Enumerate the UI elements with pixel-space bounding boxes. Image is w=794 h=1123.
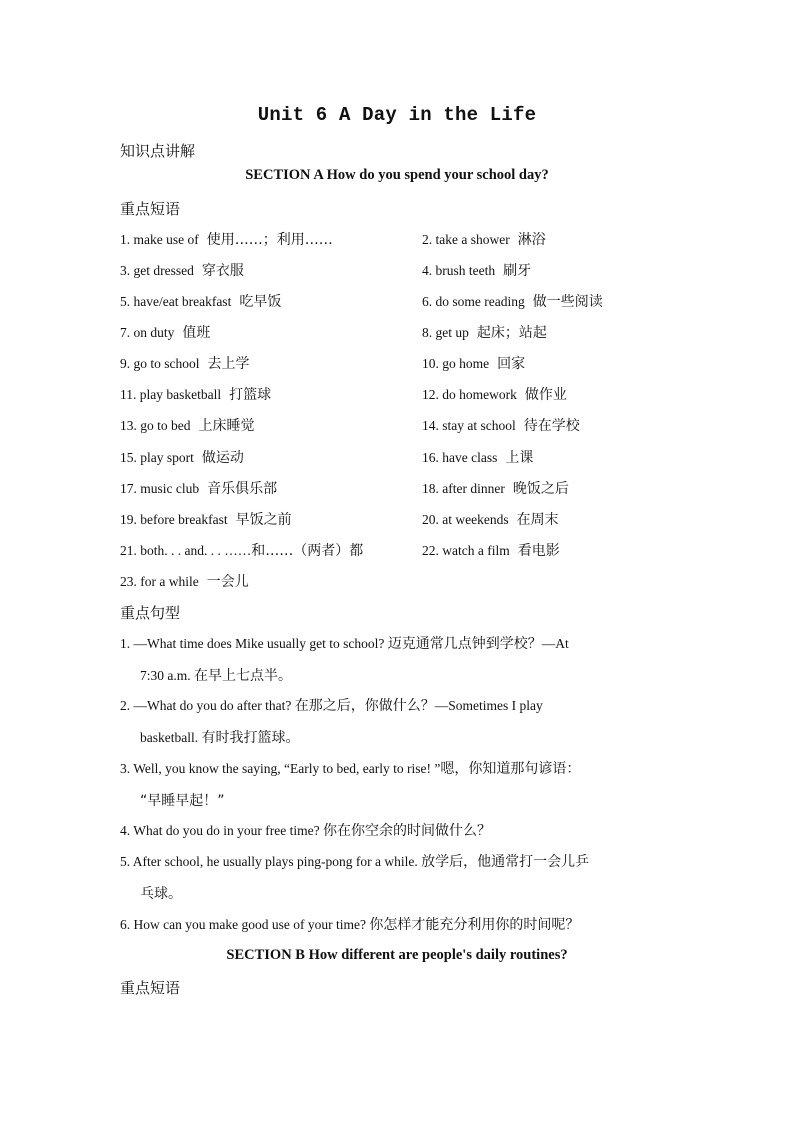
section-b-heading: SECTION B How different are people's daily routines? — [226, 947, 568, 963]
section-a-phrases-label: 重点短语 — [120, 200, 181, 218]
phrase-item: 2. take a shower 淋浴 — [422, 232, 546, 248]
phrase-item: 5. have/eat breakfast 吃早饭 — [120, 294, 282, 310]
section-b-phrases-label: 重点短语 — [120, 979, 181, 997]
knowledge-heading: 知识点讲解 — [120, 142, 196, 160]
sentence-item: 1. —What time does Mike usually get to school? 迈克通常几点钟到学校？—At 7:30 a.m. 在早上七点半。 — [120, 636, 569, 684]
phrase-item: 11. play basketball 打篮球 — [120, 387, 272, 403]
section-a-sentences-label: 重点句型 — [120, 604, 181, 622]
phrase-item: 17. music club 音乐俱乐部 — [120, 481, 278, 497]
phrase-item: 21. both. . . and. . . ……和……（两者）都 — [120, 543, 364, 559]
phrase-item: 18. after dinner 晚饭之后 — [422, 481, 569, 497]
phrase-item: 12. do homework 做作业 — [422, 387, 567, 403]
sentence-item: 4. What do you do in your free time? 你在你空余的时间做什么？ — [120, 823, 491, 839]
phrase-item: 6. do some reading 做一些阅读 — [422, 294, 603, 310]
sentence-item: 2. —What do you do after that? 在那之后，你做什么？—Sometimes I play basketball. 有时我打篮球。 — [120, 698, 543, 746]
phrase-item: 3. get dressed 穿衣服 — [120, 263, 244, 279]
phrase-item: 16. have class 上课 — [422, 450, 534, 466]
phrase-item: 22. watch a film 看电影 — [422, 543, 560, 559]
phrase-item: 4. brush teeth 刷牙 — [422, 263, 532, 279]
phrase-item: 15. play sport 做运动 — [120, 450, 244, 466]
phrase-item: 13. go to bed 上床睡觉 — [120, 418, 255, 434]
page-title: Unit 6 A Day in the Life — [257, 104, 537, 126]
phrase-item: 9. go to school 去上学 — [120, 356, 250, 372]
phrase-item: 20. at weekends 在周末 — [422, 512, 559, 528]
sentence-item: 3. Well, you know the saying, “Early to bed, early to rise! ”嗯，你知道那句谚语： “早睡早起！” — [120, 761, 581, 809]
phrase-item: 10. go home 回家 — [422, 356, 526, 372]
phrase-item: 8. get up 起床；站起 — [422, 325, 547, 341]
sentence-item: 5. After school, he usually plays ping-pong for a while. 放学后，他通常打一会儿乒 乓球。 — [120, 854, 590, 902]
phrase-item: 7. on duty 值班 — [120, 325, 211, 341]
phrase-item: 14. stay at school 待在学校 — [422, 418, 580, 434]
phrase-item: 1. make use of 使用……；利用…… — [120, 232, 333, 248]
phrase-item: 19. before breakfast 早饭之前 — [120, 512, 292, 528]
sentence-item: 6. How can you make good use of your time? 你怎样才能充分利用你的时间呢？ — [120, 917, 580, 933]
section-a-heading: SECTION A How do you spend your school day? — [245, 167, 549, 183]
phrase-item: 23. for a while 一会儿 — [120, 574, 249, 590]
